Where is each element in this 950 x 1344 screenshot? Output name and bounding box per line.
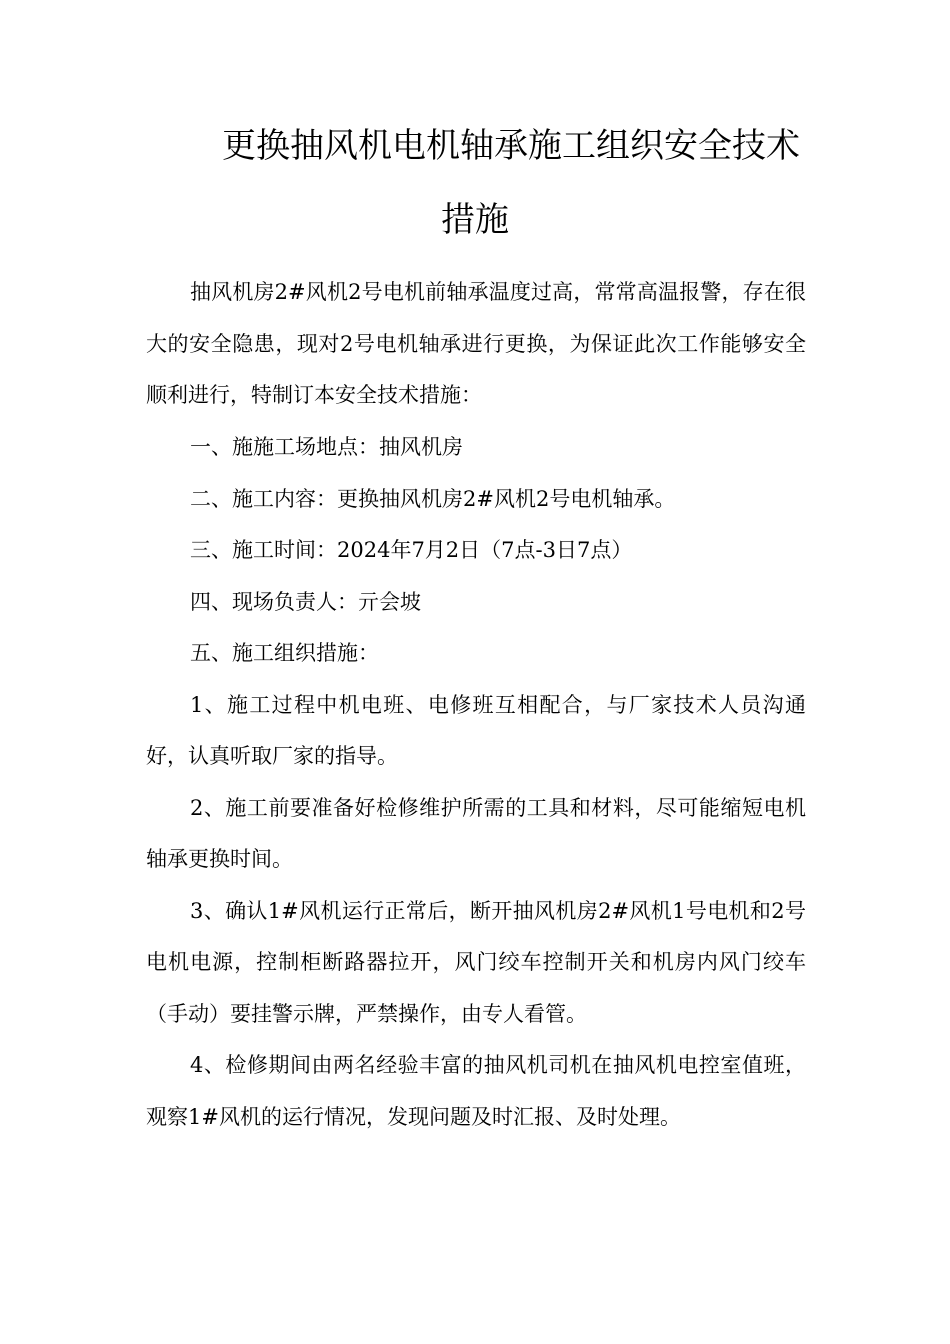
section-measures-heading: 五、施工组织措施：: [190, 641, 379, 665]
measure-item-2: 2、施工前要准备好检修维护所需的工具和材料，尽可能缩短电机轴承更换时间。: [146, 795, 806, 871]
section-site: 一、施施工场地点：抽风机房: [190, 435, 463, 459]
measure-item-4: 4、检修期间由两名经验丰富的抽风机司机在抽风机电控室值班，观察1#风机的运行情况，发现问题及时汇报、及时处理。: [146, 1053, 806, 1129]
section-content: 二、施工内容：更换抽风机房2#风机2号电机轴承。: [190, 486, 676, 511]
intro-block: [146, 267, 806, 422]
section-time: 三、施工时间：2024年7月2日（7点-3日7点）: [190, 538, 633, 562]
document-title-line-1: 更换抽风机电机轴承施工组织安全技术: [222, 126, 800, 166]
content-block: [146, 422, 806, 1143]
intro-paragraph: 抽风机房2#风机2号电机前轴承温度过高，常常高温报警，存在很大的安全隐患，现对2号电机轴承进行更换，为保证此次工作能够安全顺利进行，特制订本安全技术措施：: [146, 280, 806, 407]
section-responsible: 四、现场负责人：亓会坡: [190, 589, 421, 614]
document-title-line-2: 措施: [441, 200, 509, 240]
measure-item-1: 1、施工过程中机电班、电修班互相配合，与厂家技术人员沟通好，认真听取厂家的指导。: [146, 692, 806, 768]
measure-item-3: 3、确认1#风机运行正常后，断开抽风机房2#风机1号电机和2号电机电源，控制柜断路器拉开，风门绞车控制开关和机房内风门绞车（手动）要挂警示牌，严禁操作，由专人看管。: [146, 898, 806, 1026]
